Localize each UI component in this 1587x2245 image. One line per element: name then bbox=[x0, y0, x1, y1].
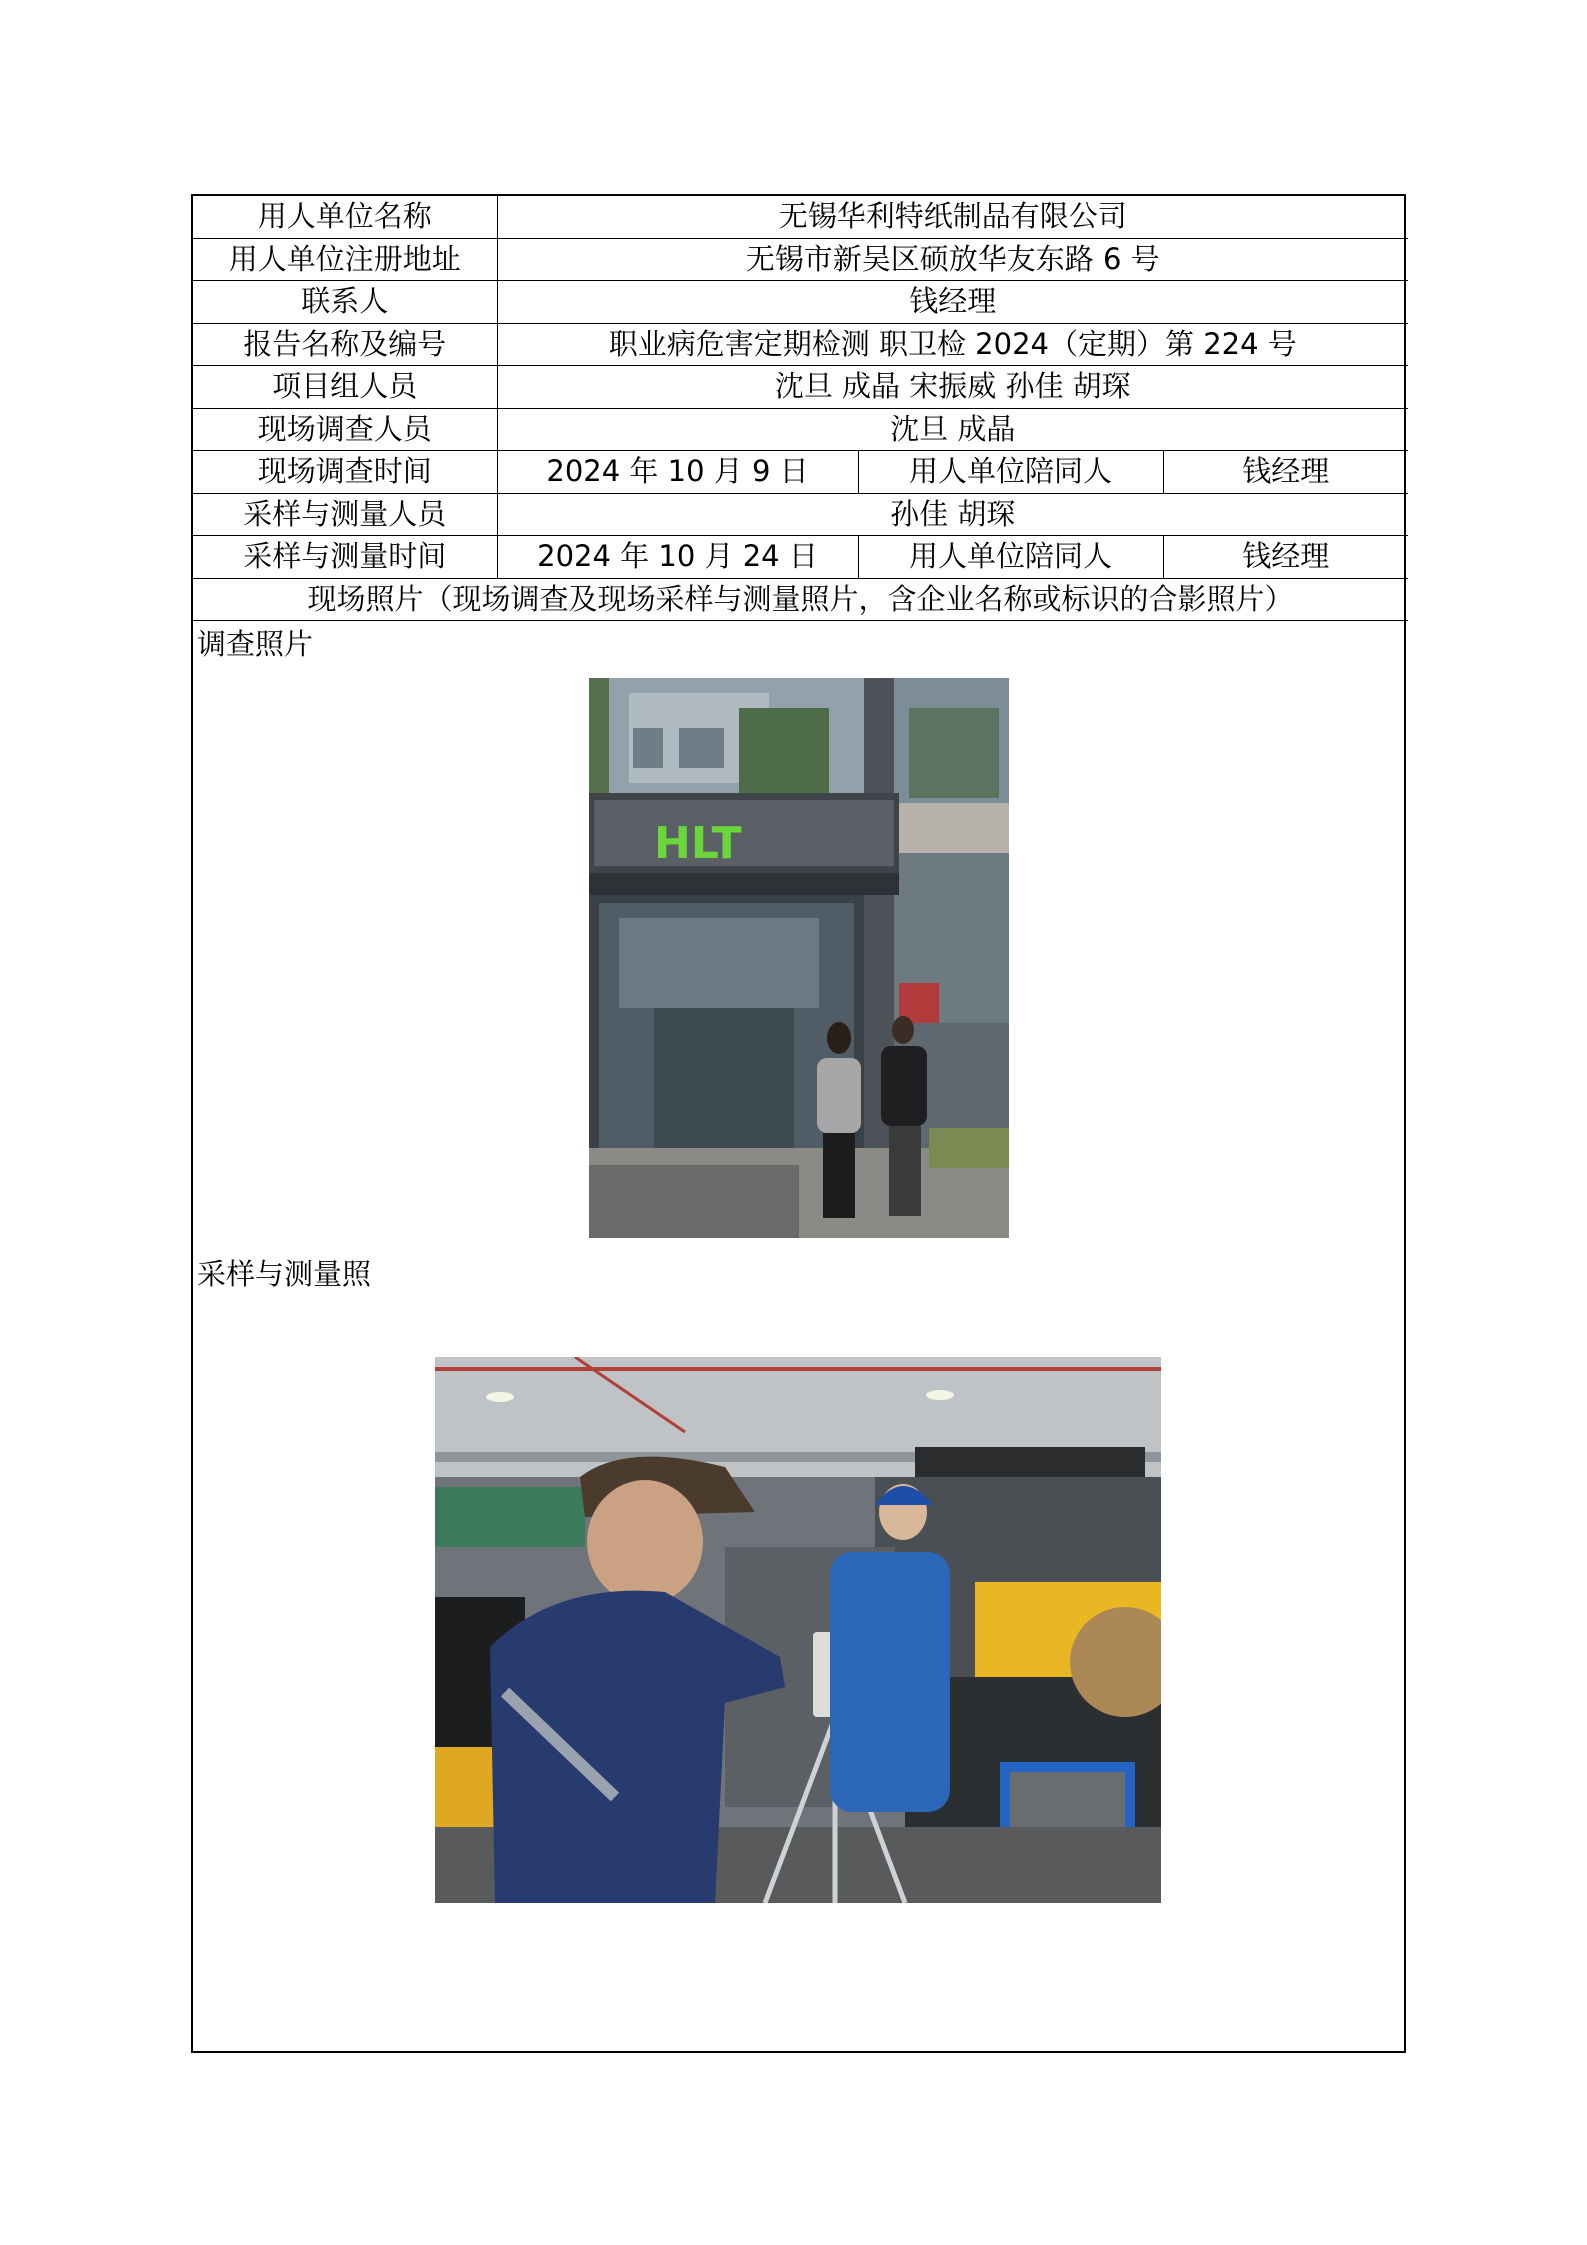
table-row bbox=[193, 451, 1408, 494]
escort-value: 钱经理 bbox=[1163, 536, 1408, 579]
row-label: 报告名称及编号 bbox=[193, 323, 497, 366]
row-value: 孙佳 胡琛 bbox=[497, 493, 1408, 536]
photo-section-header: 现场照片（现场调查及现场采样与测量照片，含企业名称或标识的合影照片） bbox=[193, 578, 1408, 621]
row-label: 项目组人员 bbox=[193, 366, 497, 409]
table-row bbox=[193, 196, 1408, 238]
table-row bbox=[193, 578, 1408, 621]
row-label: 联系人 bbox=[193, 281, 497, 324]
survey-photo-label: 调查照片 bbox=[197, 627, 314, 661]
row-value: 2024 年 10 月 24 日 bbox=[497, 536, 858, 579]
row-label: 用人单位名称 bbox=[193, 196, 497, 238]
info-table bbox=[193, 196, 1408, 621]
table-row bbox=[193, 281, 1408, 324]
row-label: 现场调查时间 bbox=[193, 451, 497, 494]
row-value: 无锡华利特纸制品有限公司 bbox=[497, 196, 1408, 238]
report-frame bbox=[191, 194, 1406, 2053]
row-value: 沈旦 成晶 bbox=[497, 408, 1408, 451]
row-value: 沈旦 成晶 宋振威 孙佳 胡琛 bbox=[497, 366, 1408, 409]
hlt-sign-text: HLT bbox=[654, 818, 742, 869]
table-row bbox=[193, 408, 1408, 451]
survey-photo-image bbox=[589, 678, 1009, 1238]
sampling-photo bbox=[435, 1357, 1161, 1903]
table-row bbox=[193, 323, 1408, 366]
sampling-photo-label: 采样与测量照 bbox=[197, 1257, 372, 1291]
table-row bbox=[193, 366, 1408, 409]
row-value: 无锡市新吴区硕放华友东路 6 号 bbox=[497, 238, 1408, 281]
sampling-photo-image bbox=[435, 1357, 1161, 1903]
table-row bbox=[193, 493, 1408, 536]
row-label: 用人单位注册地址 bbox=[193, 238, 497, 281]
row-value: 职业病危害定期检测 职卫检 2024（定期）第 224 号 bbox=[497, 323, 1408, 366]
escort-value: 钱经理 bbox=[1163, 451, 1408, 494]
row-label: 采样与测量时间 bbox=[193, 536, 497, 579]
row-label: 采样与测量人员 bbox=[193, 493, 497, 536]
table-row bbox=[193, 536, 1408, 579]
survey-photo bbox=[589, 678, 1009, 1238]
escort-label: 用人单位陪同人 bbox=[858, 451, 1163, 494]
row-value: 2024 年 10 月 9 日 bbox=[497, 451, 858, 494]
row-label: 现场调查人员 bbox=[193, 408, 497, 451]
row-value: 钱经理 bbox=[497, 281, 1408, 324]
table-row bbox=[193, 238, 1408, 281]
escort-label: 用人单位陪同人 bbox=[858, 536, 1163, 579]
